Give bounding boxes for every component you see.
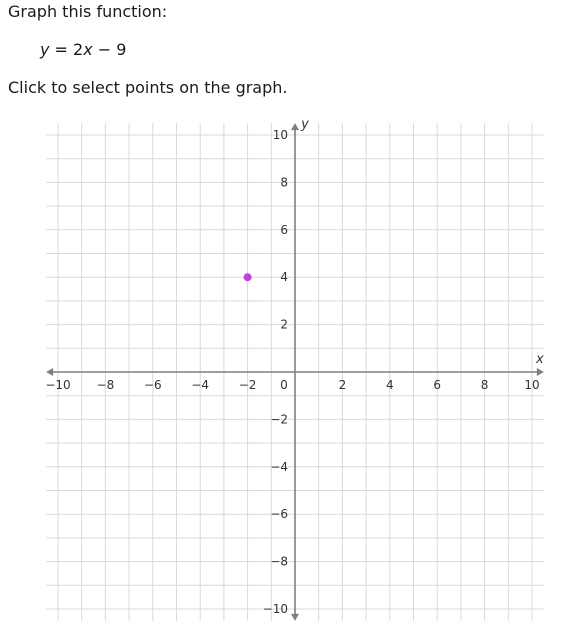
y-tick-label: −10 <box>262 602 288 616</box>
y-tick-label: −2 <box>270 412 288 427</box>
y-tick-label: −6 <box>270 507 288 522</box>
x-tick-label: 0 <box>280 378 288 392</box>
equation-variable: x <box>83 40 93 59</box>
equation-coefficient: = 2 <box>49 40 84 59</box>
y-tick-label: 4 <box>280 270 288 285</box>
equation-lhs: y <box>40 40 50 59</box>
x-tick-label: −2 <box>238 378 257 392</box>
x-tick-label: 2 <box>338 378 347 392</box>
instruction-text: Click to select points on the graph. <box>8 78 288 97</box>
x-tick-label: 10 <box>524 378 540 392</box>
equation-constant: − 9 <box>92 40 127 59</box>
y-axis-label: y <box>301 117 309 133</box>
x-tick-label: −4 <box>191 378 210 392</box>
y-tick-label: 8 <box>280 175 288 190</box>
selected-points <box>244 273 252 281</box>
x-axis-label: x <box>535 352 544 367</box>
y-tick-label: −4 <box>270 459 288 474</box>
x-tick-label: −8 <box>96 378 115 392</box>
y-tick-label: 10 <box>272 128 288 142</box>
x-axis-arrow-right <box>537 368 544 376</box>
y-tick-label: −8 <box>270 554 288 569</box>
y-axis-arrow-up <box>291 123 299 130</box>
axes <box>46 123 544 621</box>
x-tick-label: −6 <box>143 378 162 392</box>
x-tick-label: 4 <box>385 378 394 392</box>
selected-point <box>244 273 252 281</box>
y-tick-label: 6 <box>280 222 288 237</box>
x-tick-label: 6 <box>433 378 442 392</box>
y-axis-arrow-down <box>291 614 299 621</box>
y-tick-label: 2 <box>280 317 288 332</box>
x-axis-arrow-left <box>46 368 53 376</box>
x-tick-label: 8 <box>480 378 489 392</box>
x-tick-label: −10 <box>45 378 71 392</box>
problem-prompt: Graph this function: <box>8 2 168 21</box>
